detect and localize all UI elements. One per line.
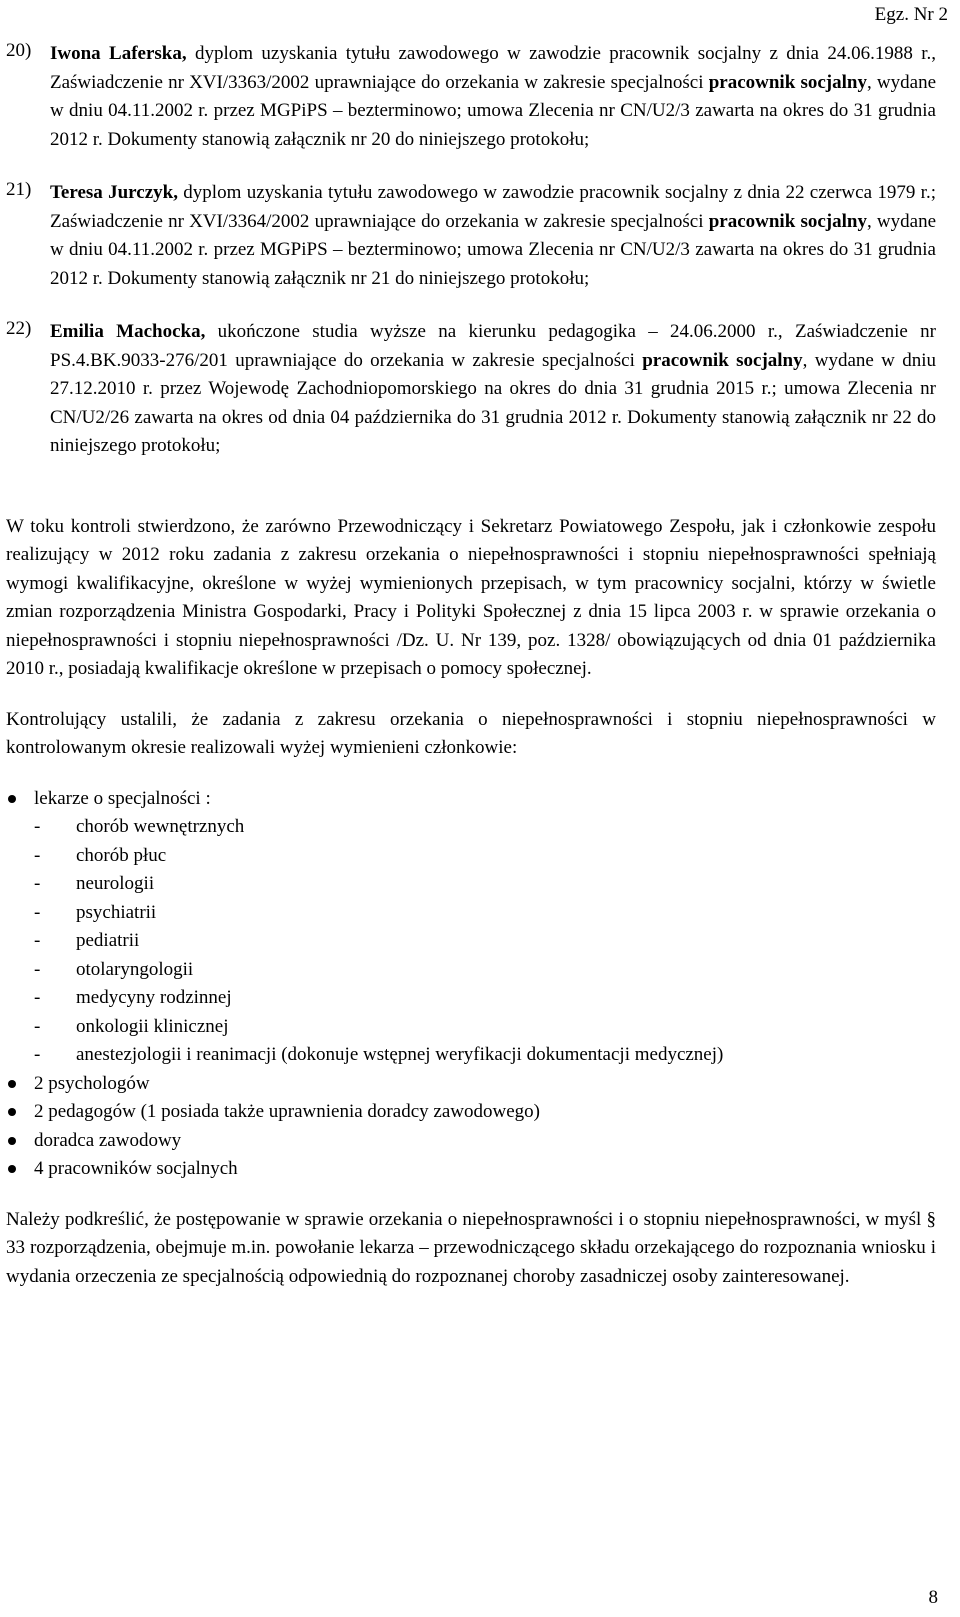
entry-number: 21) xyxy=(6,179,32,200)
list-item: - chorób płuc xyxy=(34,842,936,871)
list-item: - neurologii xyxy=(34,870,936,899)
bullet-icon xyxy=(8,1165,16,1173)
member-name: Emilia Machocka, xyxy=(50,321,206,342)
entry-number: 20) xyxy=(6,40,32,61)
bullet-icon xyxy=(8,1137,16,1145)
list-item: - anestezjologii i reanimacji (dokonuje wstępnej weryfikacji dokumentacji medycznej) xyxy=(34,1041,936,1070)
list-item: 2 psychologów xyxy=(6,1070,936,1099)
entry-text: Iwona Laferska, dyplom uzyskania tytułu zawodowego w zawodzie pracownik socjalny z dnia 24.06.1988 r., Zaświadczenie nr XVI/3363/2002 uprawniające do orzekania w zakresie specjalności pracownik socjalny, wydane w dniu 04.11.2002 r. przez MGPiPS – bezterminowo; umowa Zlecenia nr CN/U2/3 zawarta na okres do 31 grudnia 2012 r. Dokumenty stanowią załącznik nr 20 do niniejszego protokołu; xyxy=(50,43,936,150)
list-item: doradca zawodowy xyxy=(6,1127,936,1156)
page-number: 8 xyxy=(928,1587,938,1608)
member-entry-20 xyxy=(6,40,936,154)
list-item: 4 pracowników socjalnych xyxy=(6,1155,936,1184)
entry-text: Emilia Machocka, ukończone studia wyższe na kierunku pedagogika – 24.06.2000 r., Zaświadczenie nr PS.4.BK.9033-276/201 uprawniające do orzekania w zakresie specjalności pracownik socjalny, wydane w dniu 27.12.2010 r. przez Wojewodę Zachodniopomorskiego na okres do dnia 31 grudnia 2015 r.; umowa Zlecenia nr CN/U2/26 zawarta na okres od dnia 04 października do 31 grudnia 2012 r. Dokumenty stanowią załącznik nr 22 do niniejszego protokołu; xyxy=(50,321,936,456)
list-item: - otolaryngologii xyxy=(34,956,936,985)
document-body xyxy=(6,40,936,1291)
members-list xyxy=(6,785,936,1184)
member-entry-22 xyxy=(6,318,936,461)
member-name: Teresa Jurczyk, xyxy=(50,182,178,203)
final-paragraph: Należy podkreślić, że postępowanie w sprawie orzekania o niepełnosprawności i o stopniu niepełnosprawności, w myśl § 33 rozporządzenia, obejmuje m.in. powołanie lekarza – przewodniczącego składu orzekającego do rozpoznania wniosku i wydania orzeczenia ze specjalnością odpowiednią do rozpoznanej choroby zasadniczej osoby zainteresowanej. xyxy=(6,1208,936,1287)
member-name: Iwona Laferska, xyxy=(50,43,187,64)
members-intro-paragraph: Kontrolujący ustalili, że zadania z zakresu orzekania o niepełnosprawności i stopniu niepełnosprawności w kontrolowanym okresie realizowali wyżej wymienieni członkowie: xyxy=(6,708,936,758)
specialty: pracownik socjalny xyxy=(708,210,867,232)
list-item: - onkologii klinicznej xyxy=(34,1013,936,1042)
member-entry-21 xyxy=(6,179,936,293)
list-item: - medycyny rodzinnej xyxy=(34,984,936,1013)
list-item: 2 pedagogów (1 posiada także uprawnienia doradcy zawodowego) xyxy=(6,1098,936,1127)
specialty: pracownik socjalny xyxy=(708,71,867,93)
specialty: pracownik socjalny xyxy=(642,349,803,371)
bullet-icon xyxy=(8,1080,16,1088)
bullet-icon xyxy=(8,795,16,803)
entry-number: 22) xyxy=(6,318,32,339)
list-item-doctors: lekarze o specjalności : - chorób wewnętrznych - chorób płuc - neurologii - psychiatrii - pediatrii - otolaryngologii - medycyny rodzinnej - onkologii klinicznej - anestezjologii i reanimacji (dokonuje wstępnej weryfikacji dokumentacji medycznej) xyxy=(6,785,936,1070)
specialties-list xyxy=(34,813,936,1070)
bullet-icon xyxy=(8,1108,16,1116)
list-item: - pediatrii xyxy=(34,927,936,956)
list-item: - psychiatrii xyxy=(34,899,936,928)
list-item: - chorób wewnętrznych xyxy=(34,813,936,842)
copy-number-label: Egz. Nr 2 xyxy=(874,4,948,25)
findings-paragraph: W toku kontroli stwierdzono, że zarówno Przewodniczący i Sekretarz Powiatowego Zespołu, jak i członkowie zespołu realizujący w 2012 roku zadania z zakresu orzekania o niepełnosprawności i stopniu niepełnosprawności spełniają wymogi kwalifikacyjne, określone w wyżej wymienionych przepisach, w tym pracownicy socjalni, którzy w świetle zmian rozporządzenia Ministra Gospodarki, Pracy i Polityki Społecznej z dnia 15 lipca 2003 r. w sprawie orzekania o niepełnosprawności i stopniu niepełnosprawności /Dz. U. Nr 139, poz. 1328/ obowiązujących od dnia 01 października 2010 r., posiadają kwalifikacje określone w przepisach o pomocy społecznej. xyxy=(6,515,936,679)
entry-text: Teresa Jurczyk, dyplom uzyskania tytułu zawodowego w zawodzie pracownik socjalny z dnia 22 czerwca 1979 r.; Zaświadczenie nr XVI/3364/2002 uprawniające do orzekania w zakresie specjalności pracownik socjalny, wydane w dniu 04.11.2002 r. przez MGPiPS – bezterminowo; umowa Zlecenia nr CN/U2/3 zawarta na okres do 31 grudnia 2012 r. Dokumenty stanowią załącznik nr 21 do niniejszego protokołu; xyxy=(50,182,936,289)
